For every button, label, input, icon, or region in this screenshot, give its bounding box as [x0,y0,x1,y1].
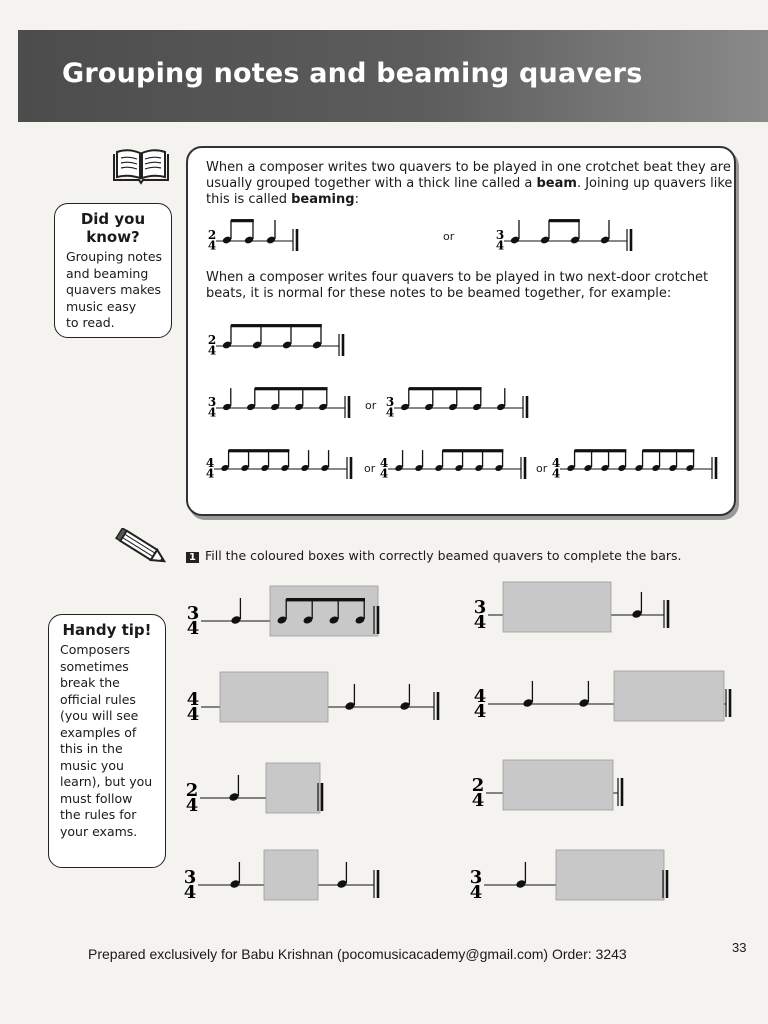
beam [255,387,328,390]
handy-tip-text: Composers sometimes break the official rules (you will see examples of this in the music you learn), but you must follow the rules for your exams. [60,642,153,839]
answer-box [614,671,724,721]
footer-text: Prepared exclusively for Babu Krishnan (pocomusicacademy@gmail.com) Order: 3243 [88,946,627,962]
beam [409,387,482,390]
time-signature-top: 3 [385,395,395,409]
time-signature-bottom: 4 [186,704,200,726]
time-signature-bottom: 4 [495,238,505,253]
beam [286,598,365,601]
time-signature-top: 2 [471,775,485,796]
time-signature-top: 4 [379,456,389,470]
time-signature-bottom: 4 [207,405,217,420]
page-number: 33 [732,940,747,955]
time-signature-bottom: 4 [183,882,197,904]
time-signature-bottom: 4 [186,618,200,640]
time-signature-bottom: 4 [473,701,487,723]
explanation-para-2: When a composer writes four quavers to be played in two next-door crotchet beats, it is normal for these notes to be beamed together, for example: [206,270,709,301]
time-signature-bottom: 4 [207,238,217,253]
time-signature-top: 4 [186,689,200,710]
answer-box [220,672,328,722]
did-you-know-text: Grouping notes and beaming quavers makes music easy to read. [66,249,163,330]
time-signature-bottom: 4 [385,405,395,420]
page-title: Grouping notes and beaming quavers [62,58,643,89]
exercise-number: 1 [186,552,199,563]
time-signature-bottom: 4 [551,466,561,481]
time-signature-bottom: 4 [473,612,487,634]
time-signature-top: 3 [469,867,483,888]
beam [443,449,504,452]
time-signature-bottom: 4 [205,466,215,481]
time-signature-bottom: 4 [379,466,389,481]
did-you-know-title: Did you know? [80,210,146,246]
explanation-para-1: When a composer writes two quavers to be played in one crotchet beat they are usually grouped together with a thick line called a beam. Joining up quavers like this is called beaming: [206,160,733,207]
time-signature-top: 2 [207,228,217,242]
beam [575,449,627,452]
beam [229,449,290,452]
or-label: or [443,230,455,243]
beam [231,324,322,327]
time-signature-bottom: 4 [469,882,483,904]
handy-tip-title: Handy tip! [62,621,152,639]
or-label: or [536,462,548,475]
time-signature-top: 3 [207,395,217,409]
answer-box [556,850,664,900]
or-label: or [364,462,376,475]
time-signature-top: 3 [473,597,487,618]
answer-box [266,763,320,813]
time-signature-top: 3 [186,603,200,624]
time-signature-top: 4 [551,456,561,470]
time-signature-top: 4 [473,686,487,707]
time-signature-bottom: 4 [185,795,199,817]
or-label: or [365,399,377,412]
answer-box [264,850,318,900]
beam [231,219,254,222]
time-signature-top: 4 [205,456,215,470]
answer-box [503,582,611,632]
exercise-instruction: 1 Fill the coloured boxes with correctly beamed quavers to complete the bars. [186,548,682,563]
time-signature-bottom: 4 [207,343,217,358]
time-signature-top: 3 [183,867,197,888]
time-signature-top: 3 [495,228,505,242]
time-signature-bottom: 4 [471,790,485,812]
time-signature-top: 2 [207,333,217,347]
beam [643,449,695,452]
answer-box [503,760,613,810]
beam [549,219,580,222]
time-signature-top: 2 [185,780,199,801]
